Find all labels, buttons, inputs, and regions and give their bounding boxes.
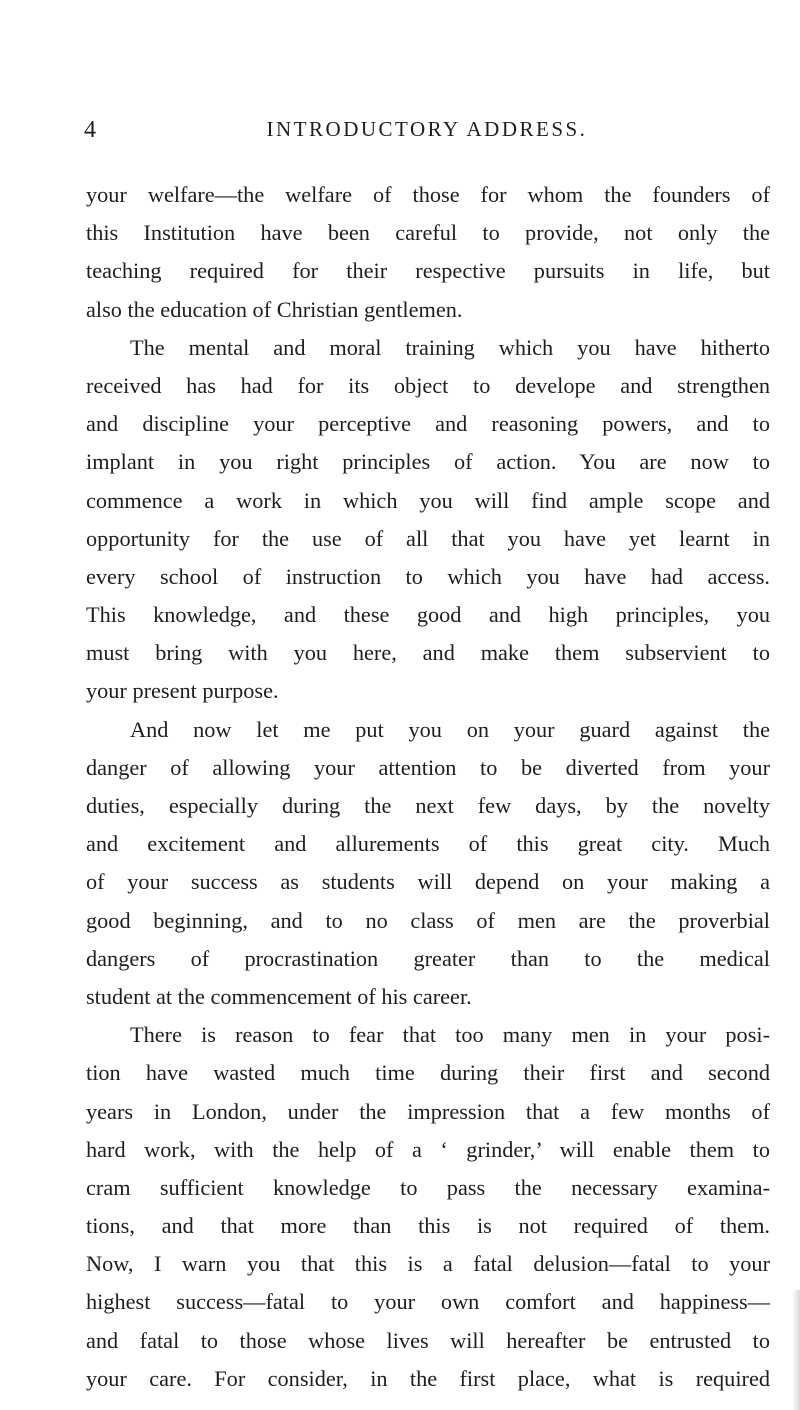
text-line: and excitement and allurements of this great city. Much: [86, 831, 770, 857]
text-line: opportunity for the use of all that you have yet learnt in: [86, 525, 770, 551]
text-line: your care. For consider, in the first place, what is required: [86, 1365, 770, 1391]
text-line: There is reason to fear that too many men in your posi-: [130, 1022, 770, 1048]
text-line: danger of allowing your attention to be diverted from your: [86, 754, 770, 780]
text-line: also the education of Christian gentlemen.: [86, 296, 463, 322]
text-line: every school of instruction to which you have had access.: [86, 563, 770, 589]
text-line: cram sufficient knowledge to pass the necessary examina-: [86, 1174, 770, 1200]
text-line: your present purpose.: [86, 678, 279, 704]
text-line: Now, I warn you that this is a fatal delusion—fatal to your: [86, 1251, 770, 1277]
text-line: of your success as students will depend on your making a: [86, 869, 770, 895]
text-line: must bring with you here, and make them subservient to: [86, 640, 770, 666]
text-line: years in London, under the impression that a few months of: [86, 1098, 770, 1124]
body-text: [86, 176, 770, 1398]
text-line: tions, and that more than this is not required of them.: [86, 1213, 770, 1239]
text-line: this Institution have been careful to provide, not only the: [86, 220, 770, 246]
text-line: duties, especially during the next few days, by the novelty: [86, 793, 770, 818]
page-edge-shadow: [792, 1290, 800, 1410]
text-line: tion have wasted much time during their first and second: [86, 1060, 770, 1086]
text-line: and fatal to those whose lives will hereafter be entrusted to: [86, 1327, 770, 1353]
page-number: 4: [84, 117, 96, 143]
text-line: received has had for its object to develope and strengthen: [86, 372, 770, 398]
text-line: implant in you right principles of action. You are now to: [86, 449, 770, 475]
text-line: dangers of procrastination greater than to the medical: [86, 945, 770, 971]
text-line: And now let me put you on your guard against the: [130, 716, 770, 742]
running-head: INTRODUCTORY ADDRESS.: [266, 117, 588, 141]
page-header: [84, 117, 770, 147]
text-line: good beginning, and to no class of men are the proverbial: [86, 907, 770, 933]
text-line: commence a work in which you will find ample scope and: [86, 487, 770, 513]
text-line: teaching required for their respective pursuits in life, but: [86, 258, 770, 284]
text-line: This knowledge, and these good and high principles, you: [86, 602, 770, 628]
text-line: highest success—fatal to your own comfort and happiness—: [86, 1289, 770, 1315]
text-line: student at the commencement of his career.: [86, 983, 472, 1009]
text-line: your welfare—the welfare of those for whom the founders of: [86, 182, 770, 207]
text-line: The mental and moral training which you have hitherto: [130, 334, 770, 360]
text-line: hard work, with the help of a ‘ grinder,’ will enable them to: [86, 1136, 770, 1162]
text-line: and discipline your perceptive and reasoning powers, and to: [86, 411, 770, 437]
